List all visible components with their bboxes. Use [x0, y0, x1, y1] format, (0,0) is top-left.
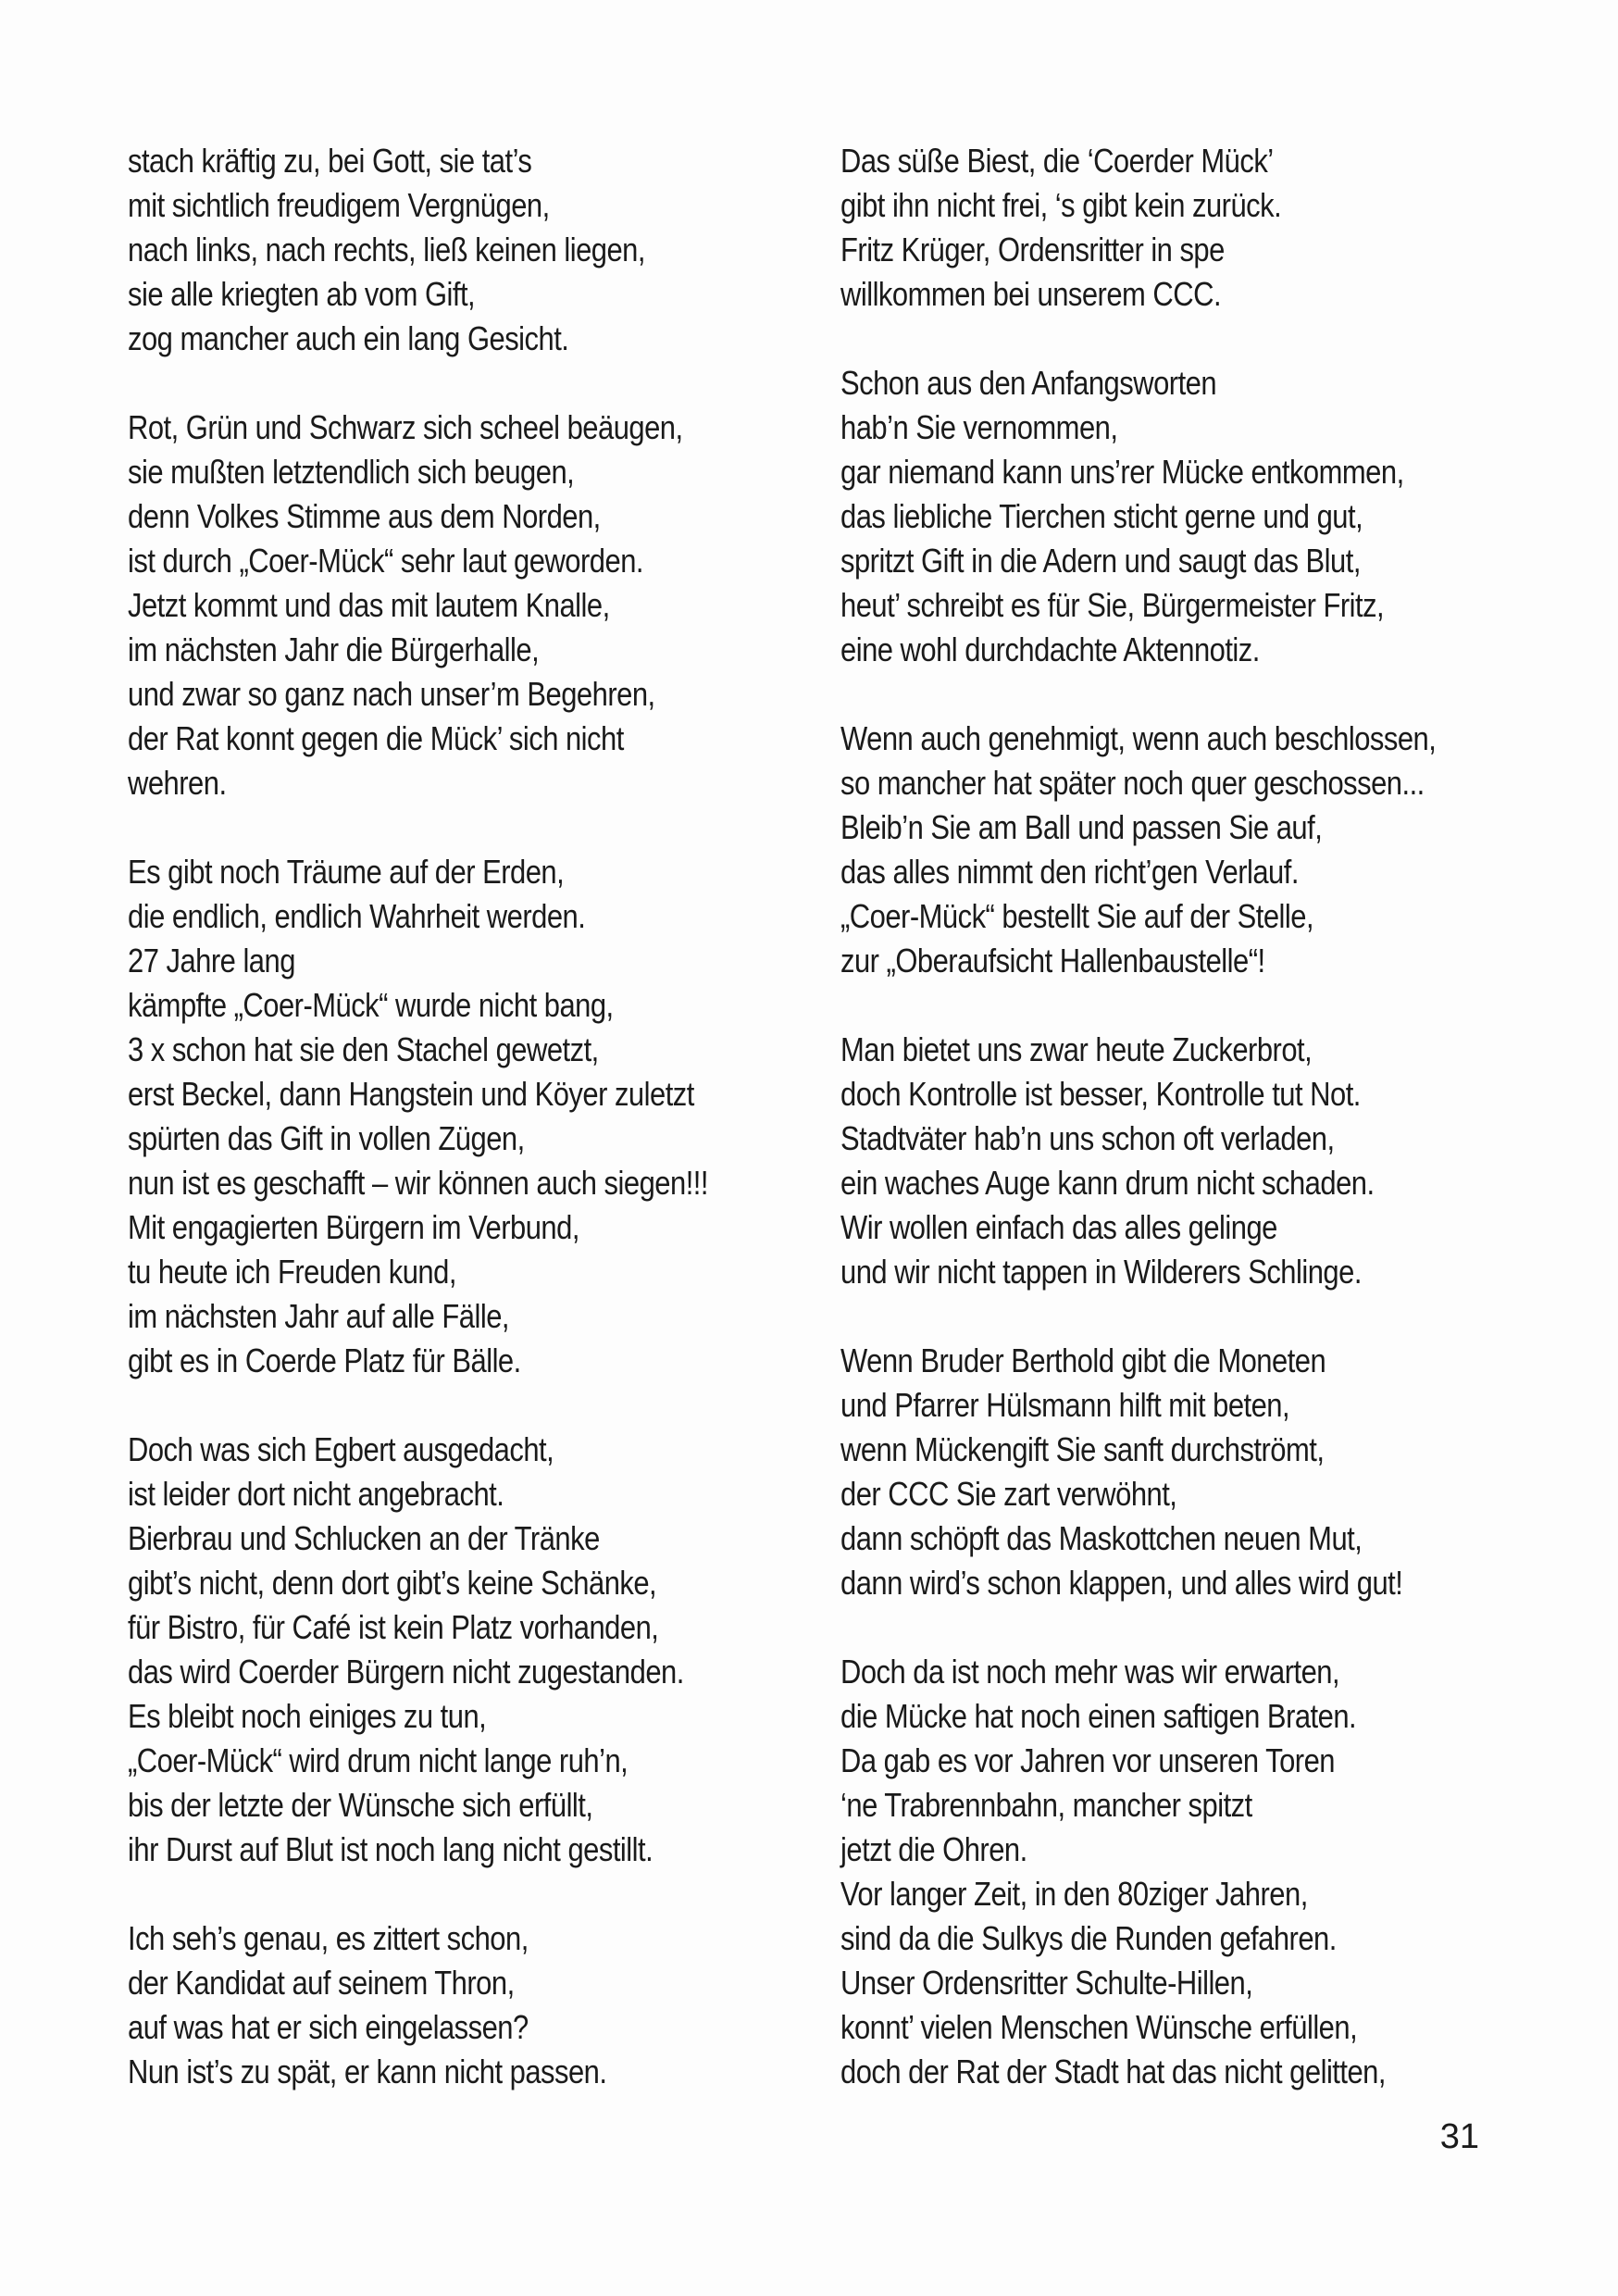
- stanza: [840, 717, 1557, 983]
- verse-line: der Rat konnt gegen die Mück’ sich nicht: [128, 719, 624, 757]
- verse-line: gibt ihn nicht frei, ‘s gibt kein zurück.: [840, 186, 1282, 224]
- verse-line: und zwar so ganz nach unser’m Begehren,: [128, 675, 655, 713]
- verse-line: Unser Ordensritter Schulte-Hillen,: [840, 1964, 1253, 2002]
- verse-line: wehren.: [128, 764, 227, 802]
- verse-line: Nun ist’s zu spät, er kann nicht passen.: [128, 2053, 607, 2090]
- stanza: [840, 1650, 1557, 2094]
- verse-line: stach kräftig zu, bei Gott, sie tat’s: [128, 142, 532, 180]
- verse-line: sind da die Sulkys die Runden gefahren.: [840, 1919, 1337, 1957]
- verse-line: denn Volkes Stimme aus dem Norden,: [128, 497, 601, 535]
- stanza: [128, 406, 780, 805]
- verse-line: doch der Rat der Stadt hat das nicht gelitten,: [840, 2053, 1386, 2090]
- verse-line: das liebliche Tierchen sticht gerne und gut,: [840, 497, 1363, 535]
- verse-line: zog mancher auch ein lang Gesicht.: [128, 319, 569, 357]
- stanza: [128, 1428, 780, 1872]
- verse-line: Fritz Krüger, Ordensritter in spe: [840, 231, 1225, 268]
- verse-line: für Bistro, für Café ist kein Platz vorhanden,: [128, 1608, 659, 1646]
- verse-line: Bleib’n Sie am Ball und passen Sie auf,: [840, 808, 1323, 846]
- verse-line: sie mußten letztendlich sich beugen,: [128, 453, 575, 491]
- verse-line: Das süße Biest, die ‘Coerder Mück’: [840, 142, 1274, 180]
- verse-line: Schon aus den Anfangsworten: [840, 364, 1217, 402]
- verse-line: nun ist es geschafft – wir können auch siegen!!!: [128, 1164, 708, 1202]
- verse-line: spürten das Gift in vollen Zügen,: [128, 1119, 525, 1157]
- verse-line: gibt es in Coerde Platz für Bälle.: [128, 1341, 521, 1379]
- verse-line: tu heute ich Freuden kund,: [128, 1253, 456, 1291]
- stanza: [840, 361, 1557, 672]
- stanza: [840, 139, 1557, 317]
- stanza: [128, 1916, 780, 2094]
- stanza: [128, 850, 780, 1383]
- verse-line: Wir wollen einfach das alles gelinge: [840, 1208, 1277, 1246]
- verse-line: und Pfarrer Hülsmann hilft mit beten,: [840, 1386, 1290, 1424]
- stanza: [128, 139, 780, 361]
- verse-line: mit sichtlich freudigem Vergnügen,: [128, 186, 550, 224]
- verse-line: nach links, nach rechts, ließ keinen liegen,: [128, 231, 645, 268]
- verse-line: ist leider dort nicht angebracht.: [128, 1475, 504, 1513]
- verse-line: eine wohl durchdachte Aktennotiz.: [840, 630, 1260, 668]
- verse-line: ist durch „Coer-Mück“ sehr laut geworden.: [128, 542, 643, 580]
- verse-line: Es gibt noch Träume auf der Erden,: [128, 853, 565, 891]
- verse-line: auf was hat er sich eingelassen?: [128, 2008, 529, 2046]
- verse-line: Wenn auch genehmigt, wenn auch beschlossen,: [840, 719, 1437, 757]
- verse-line: hab’n Sie vernommen,: [840, 408, 1118, 446]
- verse-line: wenn Mückengift Sie sanft durchströmt,: [840, 1430, 1325, 1468]
- verse-line: heut’ schreibt es für Sie, Bürgermeister Fritz,: [840, 586, 1385, 624]
- verse-line: und wir nicht tappen in Wilderers Schlinge.: [840, 1253, 1362, 1291]
- verse-line: die endlich, endlich Wahrheit werden.: [128, 897, 586, 935]
- verse-line: das alles nimmt den richt’gen Verlauf.: [840, 853, 1299, 891]
- verse-line: Mit engagierten Bürgern im Verbund,: [128, 1208, 579, 1246]
- verse-line: jetzt die Ohren.: [840, 1830, 1027, 1868]
- verse-line: spritzt Gift in die Adern und saugt das Blut,: [840, 542, 1361, 580]
- verse-line: Vor langer Zeit, in den 80ziger Jahren,: [840, 1875, 1308, 1913]
- page-number: 31: [1439, 2117, 1479, 2156]
- verse-line: zur „Oberaufsicht Hallenbaustelle“!: [840, 942, 1265, 980]
- verse-line: willkommen bei unserem CCC.: [840, 275, 1222, 313]
- verse-line: konnt’ vielen Menschen Wünsche erfüllen,: [840, 2008, 1358, 2046]
- verse-line: kämpfte „Coer-Mück“ wurde nicht bang,: [128, 986, 614, 1024]
- verse-line: ein waches Auge kann drum nicht schaden.: [840, 1164, 1375, 1202]
- verse-line: so mancher hat später noch quer geschossen...: [840, 764, 1425, 802]
- verse-line: 27 Jahre lang: [128, 942, 295, 980]
- verse-line: doch Kontrolle ist besser, Kontrolle tut Not.: [840, 1075, 1361, 1113]
- verse-line: „Coer-Mück“ bestellt Sie auf der Stelle,: [840, 897, 1314, 935]
- verse-line: „Coer-Mück“ wird drum nicht lange ruh’n,: [128, 1741, 629, 1779]
- verse-line: Man bietet uns zwar heute Zuckerbrot,: [840, 1030, 1313, 1068]
- verse-line: der CCC Sie zart verwöhnt,: [840, 1475, 1177, 1513]
- verse-line: das wird Coerder Bürgern nicht zugestanden.: [128, 1653, 684, 1691]
- verse-line: Rot, Grün und Schwarz sich scheel beäugen,: [128, 408, 683, 446]
- left-column: [128, 139, 780, 2139]
- verse-line: Es bleibt noch einiges zu tun,: [128, 1697, 487, 1735]
- verse-line: ‘ne Trabrennbahn, mancher spitzt: [840, 1786, 1252, 1824]
- verse-line: im nächsten Jahr auf alle Fälle,: [128, 1297, 509, 1335]
- stanza: [840, 1028, 1557, 1294]
- verse-line: Wenn Bruder Berthold gibt die Moneten: [840, 1341, 1326, 1379]
- verse-line: der Kandidat auf seinem Thron,: [128, 1964, 515, 2002]
- verse-line: Ich seh’s genau, es zittert schon,: [128, 1919, 529, 1957]
- verse-line: Da gab es vor Jahren vor unseren Toren: [840, 1741, 1335, 1779]
- stanza: [840, 1339, 1557, 1605]
- verse-line: bis der letzte der Wünsche sich erfüllt,: [128, 1786, 593, 1824]
- verse-line: Stadtväter hab’n uns schon oft verladen,: [840, 1119, 1335, 1157]
- verse-line: Bierbrau und Schlucken an der Tränke: [128, 1519, 600, 1557]
- verse-line: gibt’s nicht, denn dort gibt’s keine Schänke,: [128, 1564, 657, 1602]
- verse-line: dann wird’s schon klappen, und alles wird gut!: [840, 1564, 1403, 1602]
- verse-line: Jetzt kommt und das mit lautem Knalle,: [128, 586, 610, 624]
- verse-line: die Mücke hat noch einen saftigen Braten.: [840, 1697, 1357, 1735]
- verse-line: sie alle kriegten ab vom Gift,: [128, 275, 476, 313]
- verse-line: erst Beckel, dann Hangstein und Köyer zuletzt: [128, 1075, 694, 1113]
- verse-line: 3 x schon hat sie den Stachel gewetzt,: [128, 1030, 599, 1068]
- verse-line: ihr Durst auf Blut ist noch lang nicht gestillt.: [128, 1830, 653, 1868]
- verse-line: im nächsten Jahr die Bürgerhalle,: [128, 630, 540, 668]
- verse-line: dann schöpft das Maskottchen neuen Mut,: [840, 1519, 1363, 1557]
- verse-line: gar niemand kann uns’rer Mücke entkommen,: [840, 453, 1404, 491]
- verse-line: Doch was sich Egbert ausgedacht,: [128, 1430, 554, 1468]
- verse-line: Doch da ist noch mehr was wir erwarten,: [840, 1653, 1340, 1691]
- right-column: [840, 139, 1557, 2139]
